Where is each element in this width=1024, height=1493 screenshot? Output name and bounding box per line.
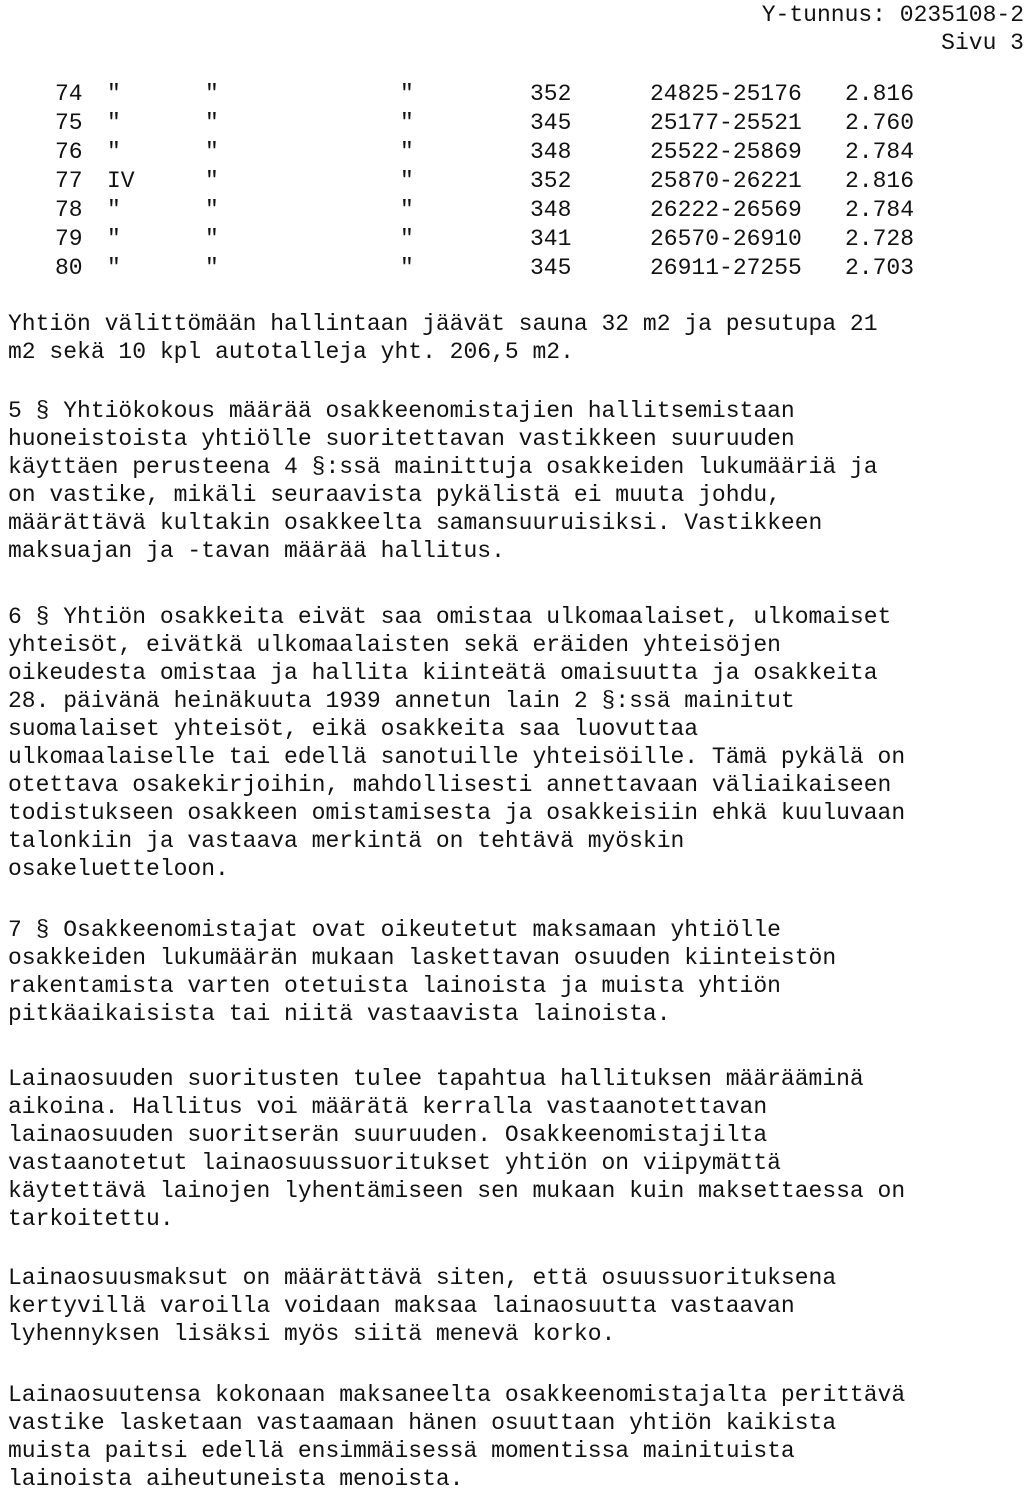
share-count: 345 — [530, 255, 572, 281]
share-range: 26570-26910 — [650, 226, 802, 252]
ditto-cell: " — [400, 226, 414, 252]
paragraph-paid-shareholder: Lainaosuutensa kokonaan maksaneelta osakkeenomistajalta perittävä vastike lasketaan vastaamaan hänen osuuttaan yhtiön kaikista muista paitsi edellä ensimmäisessä momentissa mainituista lainoista aiheutuneista menoista. — [8, 1382, 906, 1492]
ditto-cell: " — [205, 168, 219, 194]
paragraph-section-7: 7 § Osakkeenomistajat ovat oikeutetut maksamaan yhtiölle osakkeiden lukumäärän mukaan laskettavan osuuden kiinteistön rakentamista varten otetuista lainoista ja muista yhtiön pitkäaikaisista tai niitä vastaavista lainoista. — [8, 917, 837, 1027]
table-row — [0, 196, 915, 224]
share-range: 26222-26569 — [650, 197, 802, 223]
share-count: 348 — [530, 139, 572, 165]
share-range: 24825-25176 — [650, 81, 802, 107]
share-percent: 2.728 — [845, 226, 915, 252]
apartment-number: 76 — [55, 139, 83, 165]
share-count: 352 — [530, 81, 572, 107]
share-count: 345 — [530, 110, 572, 136]
table-row — [0, 225, 915, 253]
share-range: 25870-26221 — [650, 168, 802, 194]
staircase-cell: IV — [107, 168, 135, 194]
ditto-cell: " — [107, 110, 121, 136]
share-percent: 2.760 — [845, 110, 915, 136]
table-row — [0, 254, 915, 282]
paragraph-loan-fees: Lainaosuusmaksut on määrättävä siten, että osuussuorituksena kertyvillä varoilla voidaan maksaa lainaosuutta vastaavan lyhennyksen lisäksi myös siitä menevä korko. — [8, 1265, 837, 1347]
table-row — [0, 80, 915, 108]
ditto-cell: " — [400, 197, 414, 223]
table-row — [0, 167, 915, 195]
ditto-cell: " — [400, 81, 414, 107]
table-row — [0, 109, 915, 137]
share-range: 25177-25521 — [650, 110, 802, 136]
ditto-cell: " — [205, 110, 219, 136]
share-percent: 2.816 — [845, 81, 915, 107]
ditto-cell: " — [107, 197, 121, 223]
paragraph-loan-payments: Lainaosuuden suoritusten tulee tapahtua hallituksen määrääminä aikoina. Hallitus voi määrätä kerralla vastaanotettavan lainaosuuden suoritserän suuruuden. Osakkeenomistajilta vastaanotetut lainaosuussuoritukset yhtiön on viipymättä käytettävä lainojen lyhentämiseen sen mukaan kuin maksettaessa on tarkoitettu. — [8, 1066, 906, 1232]
share-percent: 2.816 — [845, 168, 915, 194]
apartment-number: 80 — [55, 255, 83, 281]
ditto-cell: " — [205, 197, 219, 223]
ditto-cell: " — [205, 226, 219, 252]
share-count: 348 — [530, 197, 572, 223]
table-row — [0, 138, 915, 166]
paragraph-section-5: 5 § Yhtiökokous määrää osakkeenomistajien hallitsemistaan huoneistoista yhtiölle suoritettavan vastikkeen suuruuden käyttäen perusteena 4 §:ssä mainittuja osakkeiden lukumääriä ja on vastike, mikäli seuraavista pykälistä ei muuta johdu, määrättävä kultakin osakkeelta samansuuruisiksi. Vastikkeen maksuajan ja -tavan määrää hallitus. — [8, 398, 878, 564]
share-count: 341 — [530, 226, 572, 252]
apartment-number: 78 — [55, 197, 83, 223]
page-number: Sivu 3 — [941, 30, 1024, 56]
share-count: 352 — [530, 168, 572, 194]
paragraph-common-premises: Yhtiön välittömään hallintaan jäävät sauna 32 m2 ja pesutupa 21 m2 sekä 10 kpl autotalleja yht. 206,5 m2. — [8, 311, 878, 365]
ditto-cell: " — [107, 255, 121, 281]
paragraph-section-6: 6 § Yhtiön osakkeita eivät saa omistaa ulkomaalaiset, ulkomaiset yhteisöt, eivätkä ulkomaalaisten sekä eräiden yhteisöjen oikeudesta omistaa ja hallita kiinteätä omaisuutta ja osakkeita 28. päivänä heinäkuuta 1939 annetun lain 2 §:ssä mainitut suomalaiset yhteisöt, eikä osakkeita saa luovuttaa ulkomaalaiselle tai edellä sanotuille yhteisöille. Tämä pykälä on otettava osakekirjoihin, mahdollisesti annettavaan väliaikaiseen todistukseen osakkeen omistamisesta ja osakkeisiin ehkä kuuluvaan talonkiin ja vastaava merkintä on tehtävä myöskin osakeluetteloon. — [8, 604, 906, 882]
ditto-cell: " — [107, 139, 121, 165]
ditto-cell: " — [400, 168, 414, 194]
ditto-cell: " — [400, 139, 414, 165]
share-range: 26911-27255 — [650, 255, 802, 281]
ditto-cell: " — [107, 81, 121, 107]
ditto-cell: " — [400, 110, 414, 136]
ditto-cell: " — [400, 255, 414, 281]
share-percent: 2.703 — [845, 255, 915, 281]
ditto-cell: " — [205, 139, 219, 165]
share-percent: 2.784 — [845, 139, 915, 165]
share-range: 25522-25869 — [650, 139, 802, 165]
ditto-cell: " — [205, 81, 219, 107]
ditto-cell: " — [107, 226, 121, 252]
apartment-number: 74 — [55, 81, 83, 107]
business-id: Y-tunnus: 0235108-2 — [761, 2, 1024, 28]
share-percent: 2.784 — [845, 197, 915, 223]
apartment-number: 77 — [55, 168, 83, 194]
apartment-number: 75 — [55, 110, 83, 136]
apartment-number: 79 — [55, 226, 83, 252]
ditto-cell: " — [205, 255, 219, 281]
